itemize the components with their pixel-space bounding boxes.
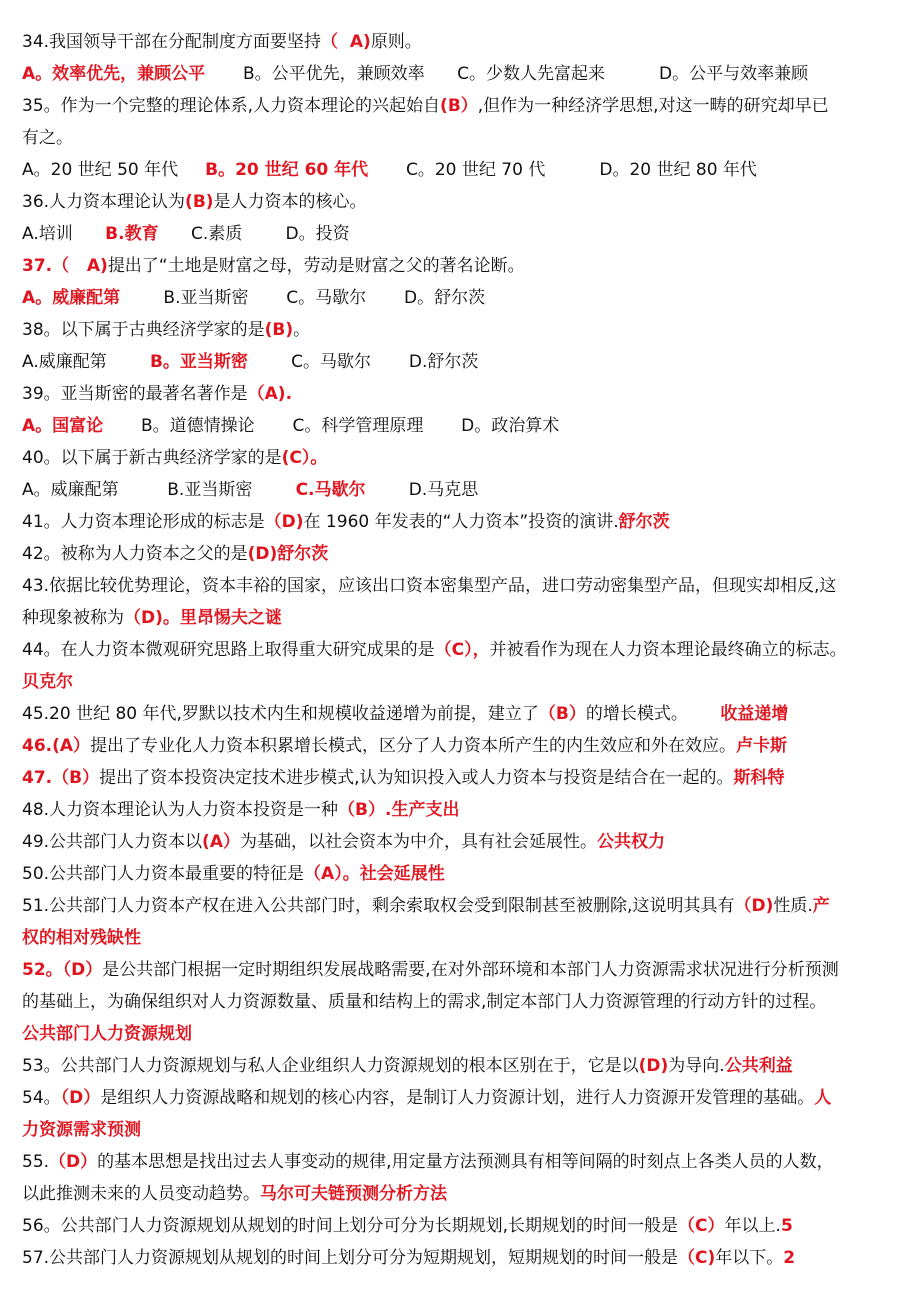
answer-highlight: 权的相对残缺性 <box>22 928 141 948</box>
answer-highlight: 收益递增 <box>720 704 789 724</box>
question-line <box>22 1018 906 1050</box>
question-text: 为导向. <box>668 1056 725 1076</box>
question-text: 年以上. <box>724 1216 781 1236</box>
answer-highlight: （A). <box>247 384 293 404</box>
question-line <box>22 506 906 538</box>
answer-highlight: （D） <box>60 1088 101 1108</box>
question-text: 51.公共部门人力资本产权在进入公共部门时，剩余索取权会受到限制甚至被删除,这说明其具有 <box>22 896 735 916</box>
question-text: A.培训 <box>22 224 106 244</box>
question-line <box>22 794 906 826</box>
question-text: 是组织人力资源战略和规划的核心内容，是制订人力资源计划，进行人力资源开发管理的基础。 <box>100 1088 815 1108</box>
answer-highlight: B.教育 <box>105 224 159 244</box>
answer-highlight: 5 <box>780 1216 793 1236</box>
answer-highlight: （B）.生产支出 <box>338 800 460 820</box>
question-text: 53。公共部门人力资源规划与私人企业组织人力资源规划的根本区别在于，它是以 <box>22 1056 639 1076</box>
answer-highlight: 47. <box>22 768 53 788</box>
question-line <box>22 58 906 90</box>
question-text: 以此推测未来的人员变动趋势。 <box>22 1184 260 1204</box>
question-line <box>22 1082 906 1114</box>
answer-highlight: （D） <box>49 1152 98 1172</box>
question-line <box>22 538 906 570</box>
answer-highlight: B。亚当斯密 <box>149 352 248 372</box>
question-line <box>22 122 906 154</box>
question-line <box>22 570 906 602</box>
answer-highlight: （A）。社会延展性 <box>304 864 445 884</box>
question-line <box>22 1242 906 1274</box>
question-text: 55. <box>22 1152 50 1172</box>
question-text: 56。公共部门人力资源规划从规划的时间上划分可分为长期规划,长期规划的时间一般是 <box>22 1216 679 1236</box>
answer-highlight: 卢卡斯 <box>736 736 788 756</box>
question-text: 提出了专业化人力资本积累增长模式，区分了人力资本所产生的内生效应和外在效应。 <box>90 736 737 756</box>
question-text: 提出了资本投资决定技术进步模式,认为知识投入或人力资本与投资是结合在一起的。 <box>99 768 734 788</box>
question-line <box>22 602 906 634</box>
answer-highlight: （B） <box>52 768 100 788</box>
question-text: 在 1960 年发表的“人力资本”投资的演讲. <box>303 512 619 532</box>
question-text: 有之。 <box>22 128 73 148</box>
question-text: 41。人力资本理论形成的标志是 <box>22 512 265 532</box>
answer-highlight: C.马歇尔 <box>295 480 366 500</box>
question-text: 44。在人力资本微观研究思路上取得重大研究成果的是 <box>22 640 435 660</box>
answer-highlight: A。国富论 <box>22 416 104 436</box>
question-text: 为基础，以社会资本为中介，具有社会延展性。 <box>239 832 597 852</box>
answer-highlight: (A） <box>202 832 240 852</box>
answer-highlight: A。威廉配第 <box>22 288 121 308</box>
question-text: 的基础上，为确保组织对人力资源数量、质量和结构上的需求,制定本部门人力资源管理的行动方针的过程。 <box>22 992 827 1012</box>
answer-highlight: （C) <box>678 1248 716 1268</box>
question-line <box>22 442 906 474</box>
answer-highlight: (D) <box>638 1056 669 1076</box>
answer-highlight: 2 <box>783 1248 796 1268</box>
answer-highlight: 37. <box>22 256 53 276</box>
question-text: 57.公共部门人力资源规划从规划的时间上划分可分为短期规划，短期规划的时间一般是 <box>22 1248 679 1268</box>
question-line <box>22 762 906 794</box>
question-line <box>22 1210 906 1242</box>
answer-highlight: （D） <box>62 960 103 980</box>
answer-highlight: 马尔可夫链预测分析方法 <box>260 1184 447 1204</box>
question-line <box>22 666 906 698</box>
question-line <box>22 698 906 730</box>
question-line <box>22 314 906 346</box>
question-text: 年以下。 <box>715 1248 784 1268</box>
question-text: B.亚当斯密 C。马歇尔 D。舒尔茨 <box>120 288 486 308</box>
question-text: 45.20 世纪 80 年代,罗默以技术内生和规模收益递增为前提，建立了 <box>22 704 539 724</box>
answer-highlight: (C）。 <box>281 448 328 468</box>
question-text: C。20 世纪 70 代 D。20 世纪 80 年代 <box>368 160 757 180</box>
question-line <box>22 954 906 986</box>
question-line <box>22 474 906 506</box>
question-line <box>22 1114 906 1146</box>
question-line <box>22 154 906 186</box>
question-text: A.威廉配第 <box>22 352 150 372</box>
question-text: 并被看作为现在人力资本理论最终确立的标志。 <box>489 640 847 660</box>
question-line <box>22 858 906 890</box>
answer-highlight: 公共利益 <box>724 1056 793 1076</box>
question-text: 49.公共部门人力资本以 <box>22 832 203 852</box>
answer-highlight: 公共部门人力资源规划 <box>22 1024 192 1044</box>
answer-highlight: 公共权力 <box>596 832 665 852</box>
question-text: 38。以下属于古典经济学家的是 <box>22 320 265 340</box>
question-line <box>22 634 906 666</box>
question-line <box>22 1146 906 1178</box>
answer-highlight: (B) <box>185 192 214 212</box>
question-text: 39。亚当斯密的最著名著作是 <box>22 384 248 404</box>
question-line <box>22 1050 906 1082</box>
question-line <box>22 826 906 858</box>
question-line <box>22 730 906 762</box>
answer-highlight: 舒尔茨 <box>618 512 670 532</box>
answer-highlight: （C）， <box>434 640 490 660</box>
question-text: 提出了“土地是财富之母，劳动是财富之父的著名论断。 <box>107 256 525 276</box>
question-line <box>22 346 906 378</box>
answer-highlight: 贝克尔 <box>22 672 73 692</box>
answer-highlight: 人 <box>814 1088 832 1108</box>
question-text: 种现象被称为 <box>22 608 124 628</box>
question-line <box>22 26 906 58</box>
question-text: 是公共部门根据一定时期组织发展战略需要,在对外部环境和本部门人力资源需求状况进行分析预测 <box>102 960 839 980</box>
question-text: C.素质 D。投资 <box>158 224 350 244</box>
question-line <box>22 922 906 954</box>
question-text: 36.人力资本理论认为 <box>22 192 186 212</box>
answer-highlight: 力资源需求预测 <box>22 1120 141 1140</box>
answer-highlight: A。效率优先，兼顾公平 <box>22 64 206 84</box>
question-text: 是人力资本的核心。 <box>213 192 367 212</box>
question-text: 54。 <box>22 1088 61 1108</box>
answer-highlight: （B） <box>538 704 586 724</box>
answer-highlight: （D) <box>734 896 774 916</box>
answer-highlight: (A） <box>52 736 91 756</box>
question-text: 48.人力资本理论认为人力资本投资是一种 <box>22 800 339 820</box>
question-text: 。 <box>293 320 311 340</box>
answer-highlight: 52。 <box>22 960 63 980</box>
question-text: 50.公共部门人力资本最重要的特征是 <box>22 864 305 884</box>
question-line <box>22 890 906 922</box>
answer-highlight: （ A) <box>321 32 371 52</box>
question-text: 35。作为一个完整的理论体系,人力资本理论的兴起始自 <box>22 96 441 116</box>
question-text: 性质. <box>773 896 813 916</box>
answer-highlight: 斯科特 <box>733 768 785 788</box>
question-line <box>22 90 906 122</box>
question-text: B。公平优先，兼顾效率 C。少数人先富起来 D。公平与效率兼顾 <box>205 64 809 84</box>
question-text: A。20 世纪 50 年代 <box>22 160 206 180</box>
answer-highlight: （D) <box>264 512 304 532</box>
question-line <box>22 282 906 314</box>
question-line <box>22 410 906 442</box>
question-line <box>22 1178 906 1210</box>
question-line <box>22 250 906 282</box>
answer-highlight: （C） <box>678 1216 725 1236</box>
question-text: C。马歇尔 D.舒尔茨 <box>247 352 479 372</box>
question-text: D.马克思 <box>365 480 479 500</box>
question-text: 的基本思想是找出过去人事变动的规律,用定量方法预测具有相等间隔的时刻点上各类人员的人数， <box>97 1152 834 1172</box>
answer-highlight: (D)舒尔茨 <box>247 544 329 564</box>
question-text: 43.依据比较优势理论，资本丰裕的国家，应该出口资本密集型产品，进口劳动密集型产品，但现实却相反,这 <box>22 576 837 596</box>
answer-highlight: 产 <box>812 896 830 916</box>
question-text: 42。被称为人力资本之父的是 <box>22 544 248 564</box>
answer-highlight: B。20 世纪 60 年代 <box>205 160 369 180</box>
question-text: ,但作为一种经济学思想,对这一畴的研究却早已 <box>477 96 829 116</box>
answer-highlight: 46. <box>22 736 53 756</box>
question-text: A。威廉配第 B.亚当斯密 <box>22 480 296 500</box>
question-text: 34.我国领导干部在分配制度方面要坚持 <box>22 32 322 52</box>
answer-highlight: (B） <box>440 96 478 116</box>
question-text: 原则。 <box>370 32 422 52</box>
answer-highlight: （D)。里昂惕夫之谜 <box>124 608 282 628</box>
question-text: B。道德情操论 C。科学管理原理 D。政治算术 <box>103 416 560 436</box>
question-text: 40。以下属于新古典经济学家的是 <box>22 448 282 468</box>
question-line <box>22 186 906 218</box>
question-line <box>22 986 906 1018</box>
question-line <box>22 378 906 410</box>
question-line <box>22 218 906 250</box>
question-text: 的增长模式。 <box>585 704 721 724</box>
answer-highlight: （ A) <box>52 256 108 276</box>
answer-highlight: (B) <box>264 320 294 340</box>
